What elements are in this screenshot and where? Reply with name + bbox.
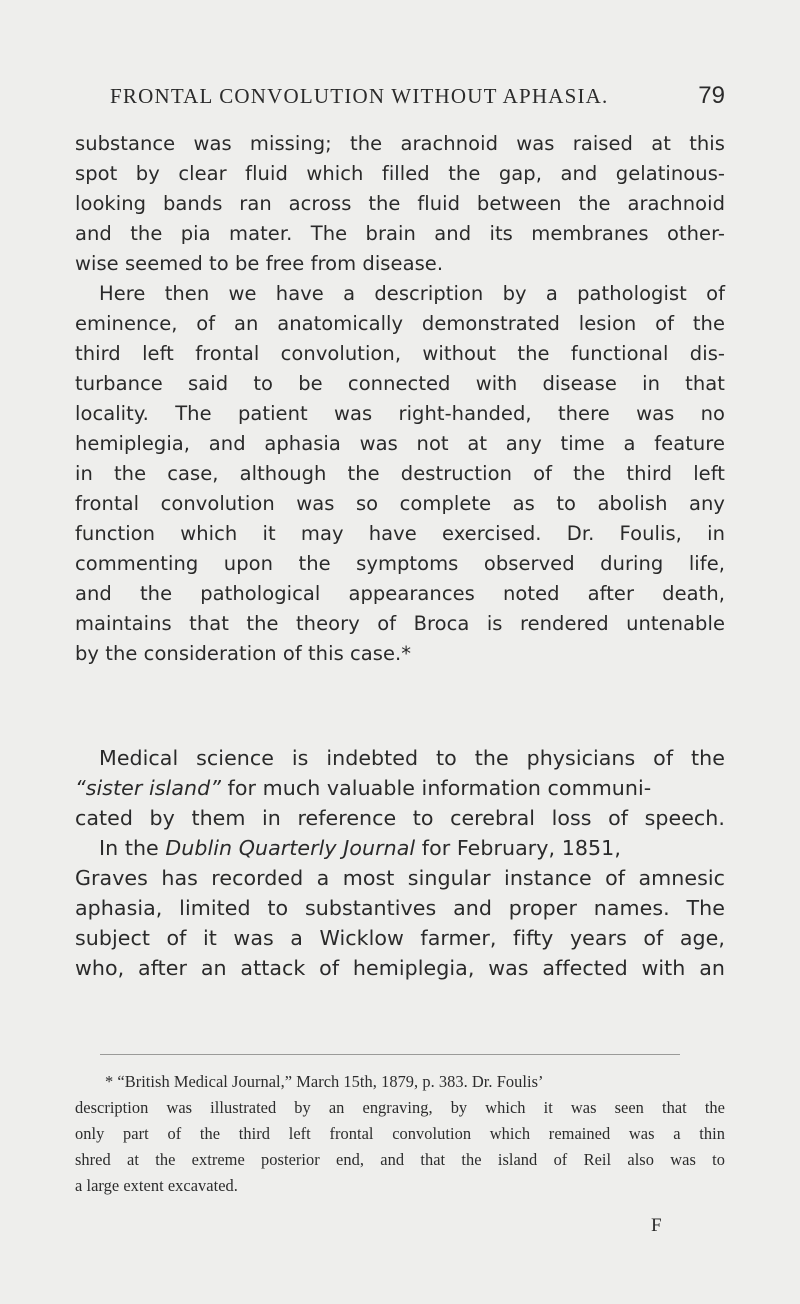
text-span: for February, 1851, [415,836,621,860]
footnote-line: * “British Medical Journal,” March 15th, 1879, p. 383. Dr. Foulis’ [105,1072,544,1091]
running-title: FRONTAL CONVOLUTION WITHOUT APHASIA. [110,84,609,108]
text-line: substance was missing; the arachnoid was raised at this [75,132,725,155]
text-line: third left frontal convolution, without the functional dis- [75,342,725,365]
text-span: for much valuable information communi- [220,776,652,800]
page-number: 79 [698,82,725,109]
text-line: Here then we have a description by a pathologist of [99,282,725,305]
footnote-rule [100,1054,680,1055]
text-line: Graves has recorded a most singular instance of amnesic [75,866,725,890]
text-line: and the pathological appearances noted after death, [75,582,725,605]
italic-phrase: “sister island” [75,776,221,800]
text-line: frontal convolution was so complete as to abolish any [75,492,725,515]
text-line [75,776,725,800]
text-line: commenting upon the symptoms observed during life, [75,552,725,575]
text-span: In the [99,836,166,860]
text-line: looking bands ran across the fluid between the arachnoid [75,192,725,215]
text-line [75,836,621,860]
footnote-line: shred at the extreme posterior end, and that the island of Reil also was to [75,1150,725,1169]
text-line: turbance said to be connected with disease in that [75,372,725,395]
text-line: function which it may have exercised. Dr. Foulis, in [75,522,725,545]
running-head [75,84,725,114]
text-line: who, after an attack of hemiplegia, was affected with an [75,956,725,980]
footnote-line: only part of the third left frontal convolution which remained was a thin [75,1124,725,1143]
journal-title: Dublin Quarterly Journal [165,836,416,860]
text-line: locality. The patient was right-handed, there was no [75,402,725,425]
text-line: spot by clear fluid which filled the gap, and gelatinous- [75,162,725,185]
text-line: wise seemed to be free from disease. [75,252,444,275]
text-line: and the pia mater. The brain and its membranes other- [75,222,725,245]
text-line: eminence, of an anatomically demonstrated lesion of the [75,312,725,335]
footnote-line: description was illustrated by an engraving, by which it was seen that the [75,1098,725,1117]
signature-mark: F [651,1215,662,1236]
text-line: hemiplegia, and aphasia was not at any time a feature [75,432,725,455]
text-line: by the consideration of this case.* [75,642,412,665]
text-line: aphasia, limited to substantives and proper names. The [75,896,725,920]
text-line: subject of it was a Wicklow farmer, fifty years of age, [75,926,725,950]
text-line: in the case, although the destruction of the third left [75,462,725,485]
text-line: cated by them in reference to cerebral loss of speech. [75,806,725,830]
footnote-line: a large extent excavated. [75,1176,238,1195]
text-line: Medical science is indebted to the physicians of the [99,746,725,770]
text-line: maintains that the theory of Broca is rendered untenable [75,612,725,635]
